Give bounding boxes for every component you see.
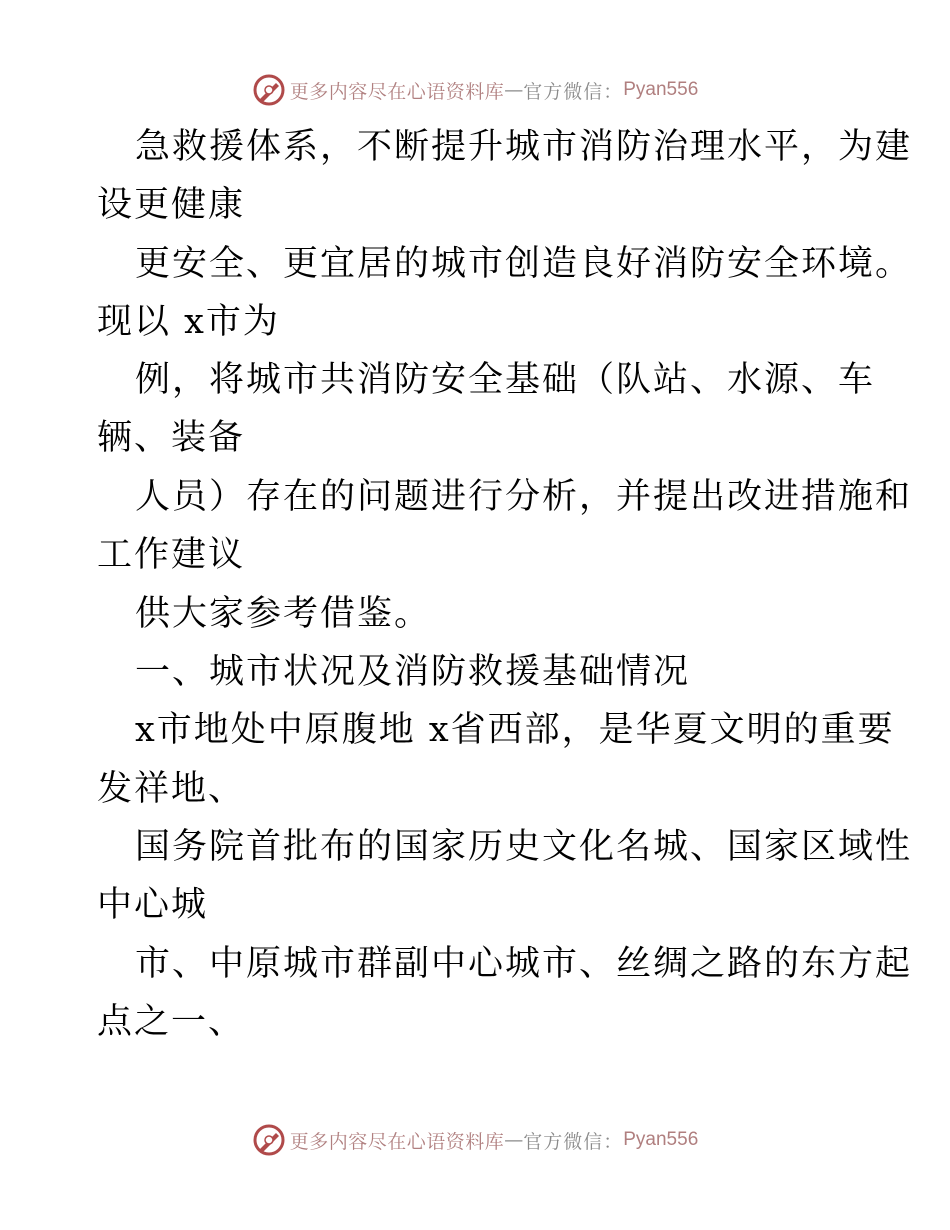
footer-watermark bbox=[0, 1120, 950, 1160]
watermark-text: 更多内容尽在心语资料库 bbox=[289, 1130, 505, 1153]
section-heading: 一、城市状况及消防救援基础情况 bbox=[135, 652, 691, 692]
watermark-separator: — bbox=[504, 79, 524, 101]
watermark-text: 更多内容尽在心语资料库 bbox=[289, 80, 505, 103]
pen-logo-icon bbox=[252, 1123, 286, 1157]
paragraph-line: 点之一、 bbox=[97, 1002, 246, 1042]
watermark-wechat-id: Pyan556 bbox=[623, 1129, 699, 1150]
paragraph-line: 例，将城市共消防安全基础（队站、水源、车 bbox=[135, 360, 876, 400]
paragraph-line: 供大家参考借鉴。 bbox=[135, 594, 432, 634]
paragraph-line: 工作建议 bbox=[97, 535, 246, 575]
paragraph-line: 发祥地、 bbox=[97, 769, 246, 809]
paragraph-line: 中心城 bbox=[97, 885, 209, 925]
paragraph-line: 辆、装备 bbox=[97, 418, 246, 458]
paragraph-line: 现以 x市为 bbox=[97, 302, 280, 342]
pen-logo-icon bbox=[252, 73, 286, 107]
header-watermark bbox=[0, 70, 950, 110]
watermark-label: 官方微信： bbox=[523, 80, 624, 103]
paragraph-line: 国务院首批布的国家历史文化名城、国家区域性 bbox=[135, 827, 913, 867]
watermark-label: 官方微信： bbox=[523, 1130, 624, 1153]
paragraph-line: x市地处中原腹地 x省西部，是华夏文明的重要 bbox=[135, 710, 895, 750]
paragraph-line: 急救援体系，不断提升城市消防治理水平，为建 bbox=[135, 127, 913, 167]
paragraph-line: 设更健康 bbox=[97, 185, 246, 225]
paragraph-line: 市、中原城市群副中心城市、丝绸之路的东方起 bbox=[135, 944, 913, 984]
paragraph-line: 更安全、更宜居的城市创造良好消防安全环境。 bbox=[135, 244, 913, 284]
watermark-separator: — bbox=[504, 1129, 524, 1151]
paragraph-line: 人员）存在的问题进行分析，并提出改进措施和 bbox=[135, 477, 913, 517]
watermark-wechat-id: Pyan556 bbox=[623, 79, 699, 100]
